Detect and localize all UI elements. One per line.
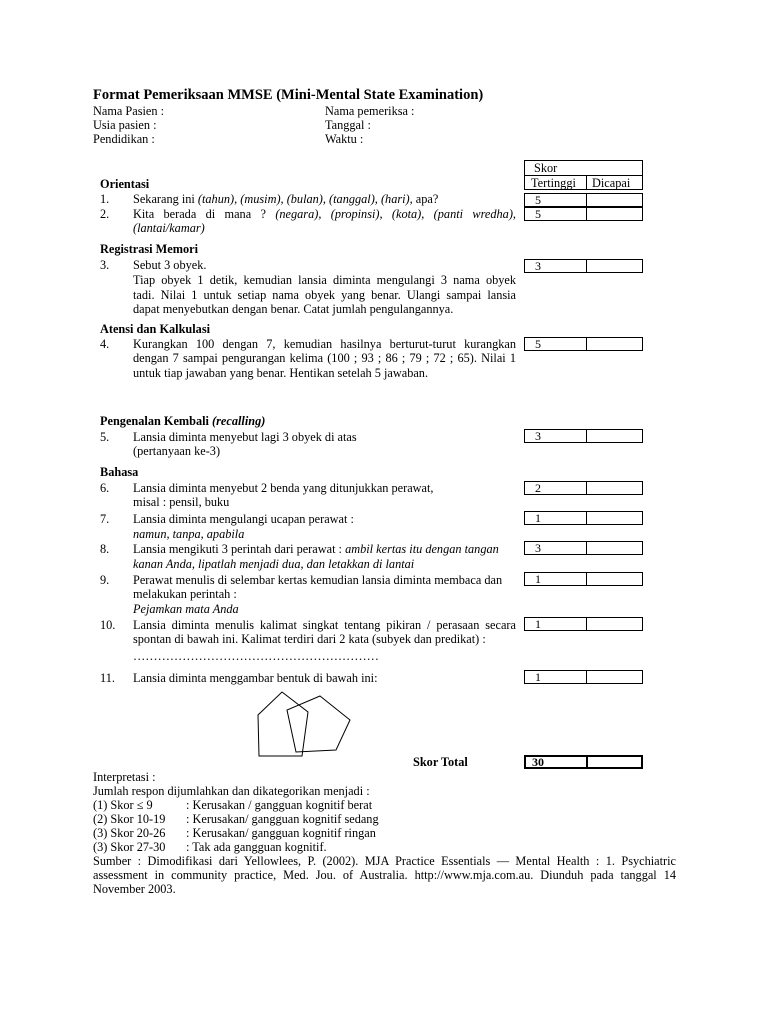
score-row-7 (524, 511, 643, 525)
question-10: Lansia diminta menulis kalimat singkat tentang pikiran / perasaan secara (133, 618, 516, 632)
question-3: Sebut 3 obyek. (133, 258, 207, 272)
section-orientasi: Orientasi (100, 177, 150, 191)
score-row-5 (524, 429, 643, 443)
question-8-line2: kanan Anda, lipatlah menjadi dua, dan letakkan di lantai (133, 557, 415, 571)
item-number: 10. (100, 618, 116, 632)
source-citation: Sumber : Dimodifikasi dari Yellowlees, P. (2002). MJA Practice Essentials — Mental Health : 1. Psychiatric (93, 854, 676, 868)
max-score-header: Tertinggi (531, 176, 576, 190)
question-3-line4: dapat menyebutkan dengan benar. Catat jumlah pengulangannya. (133, 302, 454, 316)
score-row-3 (524, 259, 643, 273)
question-3-line3: tadi. Nilai 1 untuk setiap nama obyek yang benar. Ulangi sampai lansia (133, 288, 516, 302)
interpretation-row-value: : Kerusakan / gangguan kognitif berat (186, 798, 373, 812)
question-9-line3: Pejamkan mata Anda (133, 602, 239, 616)
page-title: Format Pemeriksaan MMSE (Mini-Mental State Examination) (93, 87, 484, 103)
question-11: Lansia diminta menggambar bentuk di bawah ini: (133, 671, 378, 685)
item-number: 3. (100, 258, 110, 272)
question-4-line3: untuk tiap jawaban yang benar. Hentikan setelah 5 jawaban. (133, 366, 429, 380)
section-atensi: Atensi dan Kalkulasi (100, 322, 211, 336)
interpretation-row-key: (2) Skor 10-19 (93, 812, 166, 826)
max-score: 5 (525, 194, 587, 206)
max-score: 1 (525, 512, 587, 524)
max-score: 3 (525, 542, 587, 554)
interpretation-row-value: : Kerusakan/ gangguan kognitif sedang (186, 812, 379, 826)
item-number: 1. (100, 192, 110, 206)
score-row-2 (524, 207, 643, 221)
item-number: 6. (100, 481, 110, 495)
question-8: Lansia mengikuti 3 perintah dari perawat : ambil kertas itu dengan tangan (133, 542, 499, 556)
examiner-name-label: Nama pemeriksa : (325, 104, 415, 118)
total-score-value: 30 (526, 757, 588, 767)
education-label: Pendidikan : (93, 132, 155, 146)
header-column-divider (586, 175, 587, 190)
section-registrasi: Registrasi Memori (100, 242, 198, 256)
score-row-4 (524, 337, 643, 351)
score-header (524, 160, 643, 190)
item-number: 2. (100, 207, 110, 221)
max-score: 3 (525, 430, 587, 442)
patient-name-label: Nama Pasien : (93, 104, 165, 118)
score-row-11 (524, 670, 643, 684)
question-7: Lansia diminta mengulangi ucapan perawat : (133, 512, 354, 526)
question-6-line2: misal : pensil, buku (133, 495, 230, 509)
score-row-1 (524, 193, 643, 207)
score-header-label: Skor (534, 161, 558, 175)
item-number: 11. (100, 671, 115, 685)
item-number: 4. (100, 337, 110, 351)
pentagon-left (258, 692, 308, 756)
score-row-10 (524, 617, 643, 631)
patient-age-label: Usia pasien : (93, 118, 157, 132)
date-label: Tanggal : (325, 118, 371, 132)
question-5: Lansia diminta menyebut lagi 3 obyek di atas (133, 430, 357, 444)
item-number: 9. (100, 573, 110, 587)
question-1: Sekarang ini (tahun), (musim), (bulan), (tanggal), (hari), apa? (133, 192, 439, 206)
interpretation-intro: Jumlah respon dijumlahkan dan dikategorikan menjadi : (93, 784, 370, 798)
question-4: Kurangkan 100 dengan 7, kemudian hasilnya berturut-turut kurangkan (133, 337, 516, 351)
total-label: Skor Total (413, 755, 468, 769)
section-pengenalan: Pengenalan Kembali (recalling) (100, 414, 266, 428)
score-row-8 (524, 541, 643, 555)
score-row-6 (524, 481, 643, 495)
answer-dotted-line: …………………………………………………… (133, 649, 379, 663)
item-number: 7. (100, 512, 110, 526)
question-10-line2: spontan di bawah ini. Kalimat terdiri dari 2 kata (subyek dan predikat) : (133, 632, 486, 646)
question-4-line2: dengan 7 sampai pengurangan kelima (100 ; 93 ; 86 ; 79 ; 72 ; 65). Nilai 1 (133, 351, 516, 365)
time-label: Waktu : (325, 132, 364, 146)
max-score: 5 (525, 338, 587, 350)
max-score: 1 (525, 573, 587, 585)
section-bahasa: Bahasa (100, 465, 139, 479)
source-citation-line3: November 2003. (93, 882, 176, 896)
max-score: 1 (525, 618, 587, 630)
question-9-line2: melakukan perintah : (133, 587, 237, 601)
question-7-line2: namun, tanpa, apabila (133, 527, 245, 541)
question-9: Perawat menulis di selembar kertas kemudian lansia diminta membaca dan (133, 573, 503, 587)
score-row-9 (524, 572, 643, 586)
intersecting-pentagons-figure (250, 690, 370, 760)
achieved-score-header: Dicapai (592, 176, 631, 190)
question-6: Lansia diminta menyebut 2 benda yang ditunjukkan perawat, (133, 481, 434, 495)
question-2: Kita berada di mana ? (negara), (propinsi), (kota), (panti wredha), (133, 207, 516, 221)
source-citation-line2: assessment in community practice, Med. Jou. of Australia. http://www.mja.com.au. Diunduh pada tanggal 14 (93, 868, 676, 882)
max-score: 1 (525, 671, 587, 683)
max-score: 3 (525, 260, 587, 272)
interpretation-row-key: (3) Skor 27-30 (93, 840, 166, 854)
interpretation-heading: Interpretasi : (93, 770, 156, 784)
interpretation-row-value: : Tak ada gangguan kognitif. (186, 840, 327, 854)
max-score: 5 (525, 208, 587, 220)
item-number: 5. (100, 430, 110, 444)
pentagon-right (287, 696, 350, 752)
question-2-line2: (lantai/kamar) (133, 221, 205, 235)
question-3-line2: Tiap obyek 1 detik, kemudian lansia diminta mengulangi 3 nama obyek (133, 273, 516, 287)
interpretation-row-key: (3) Skor 20-26 (93, 826, 166, 840)
interpretation-row-key: (1) Skor ≤ 9 (93, 798, 153, 812)
interpretation-row-value: : Kerusakan/ gangguan kognitif ringan (186, 826, 376, 840)
item-number: 8. (100, 542, 110, 556)
total-score-box (524, 755, 643, 769)
max-score: 2 (525, 482, 587, 494)
question-5-line2: (pertanyaan ke-3) (133, 444, 221, 458)
